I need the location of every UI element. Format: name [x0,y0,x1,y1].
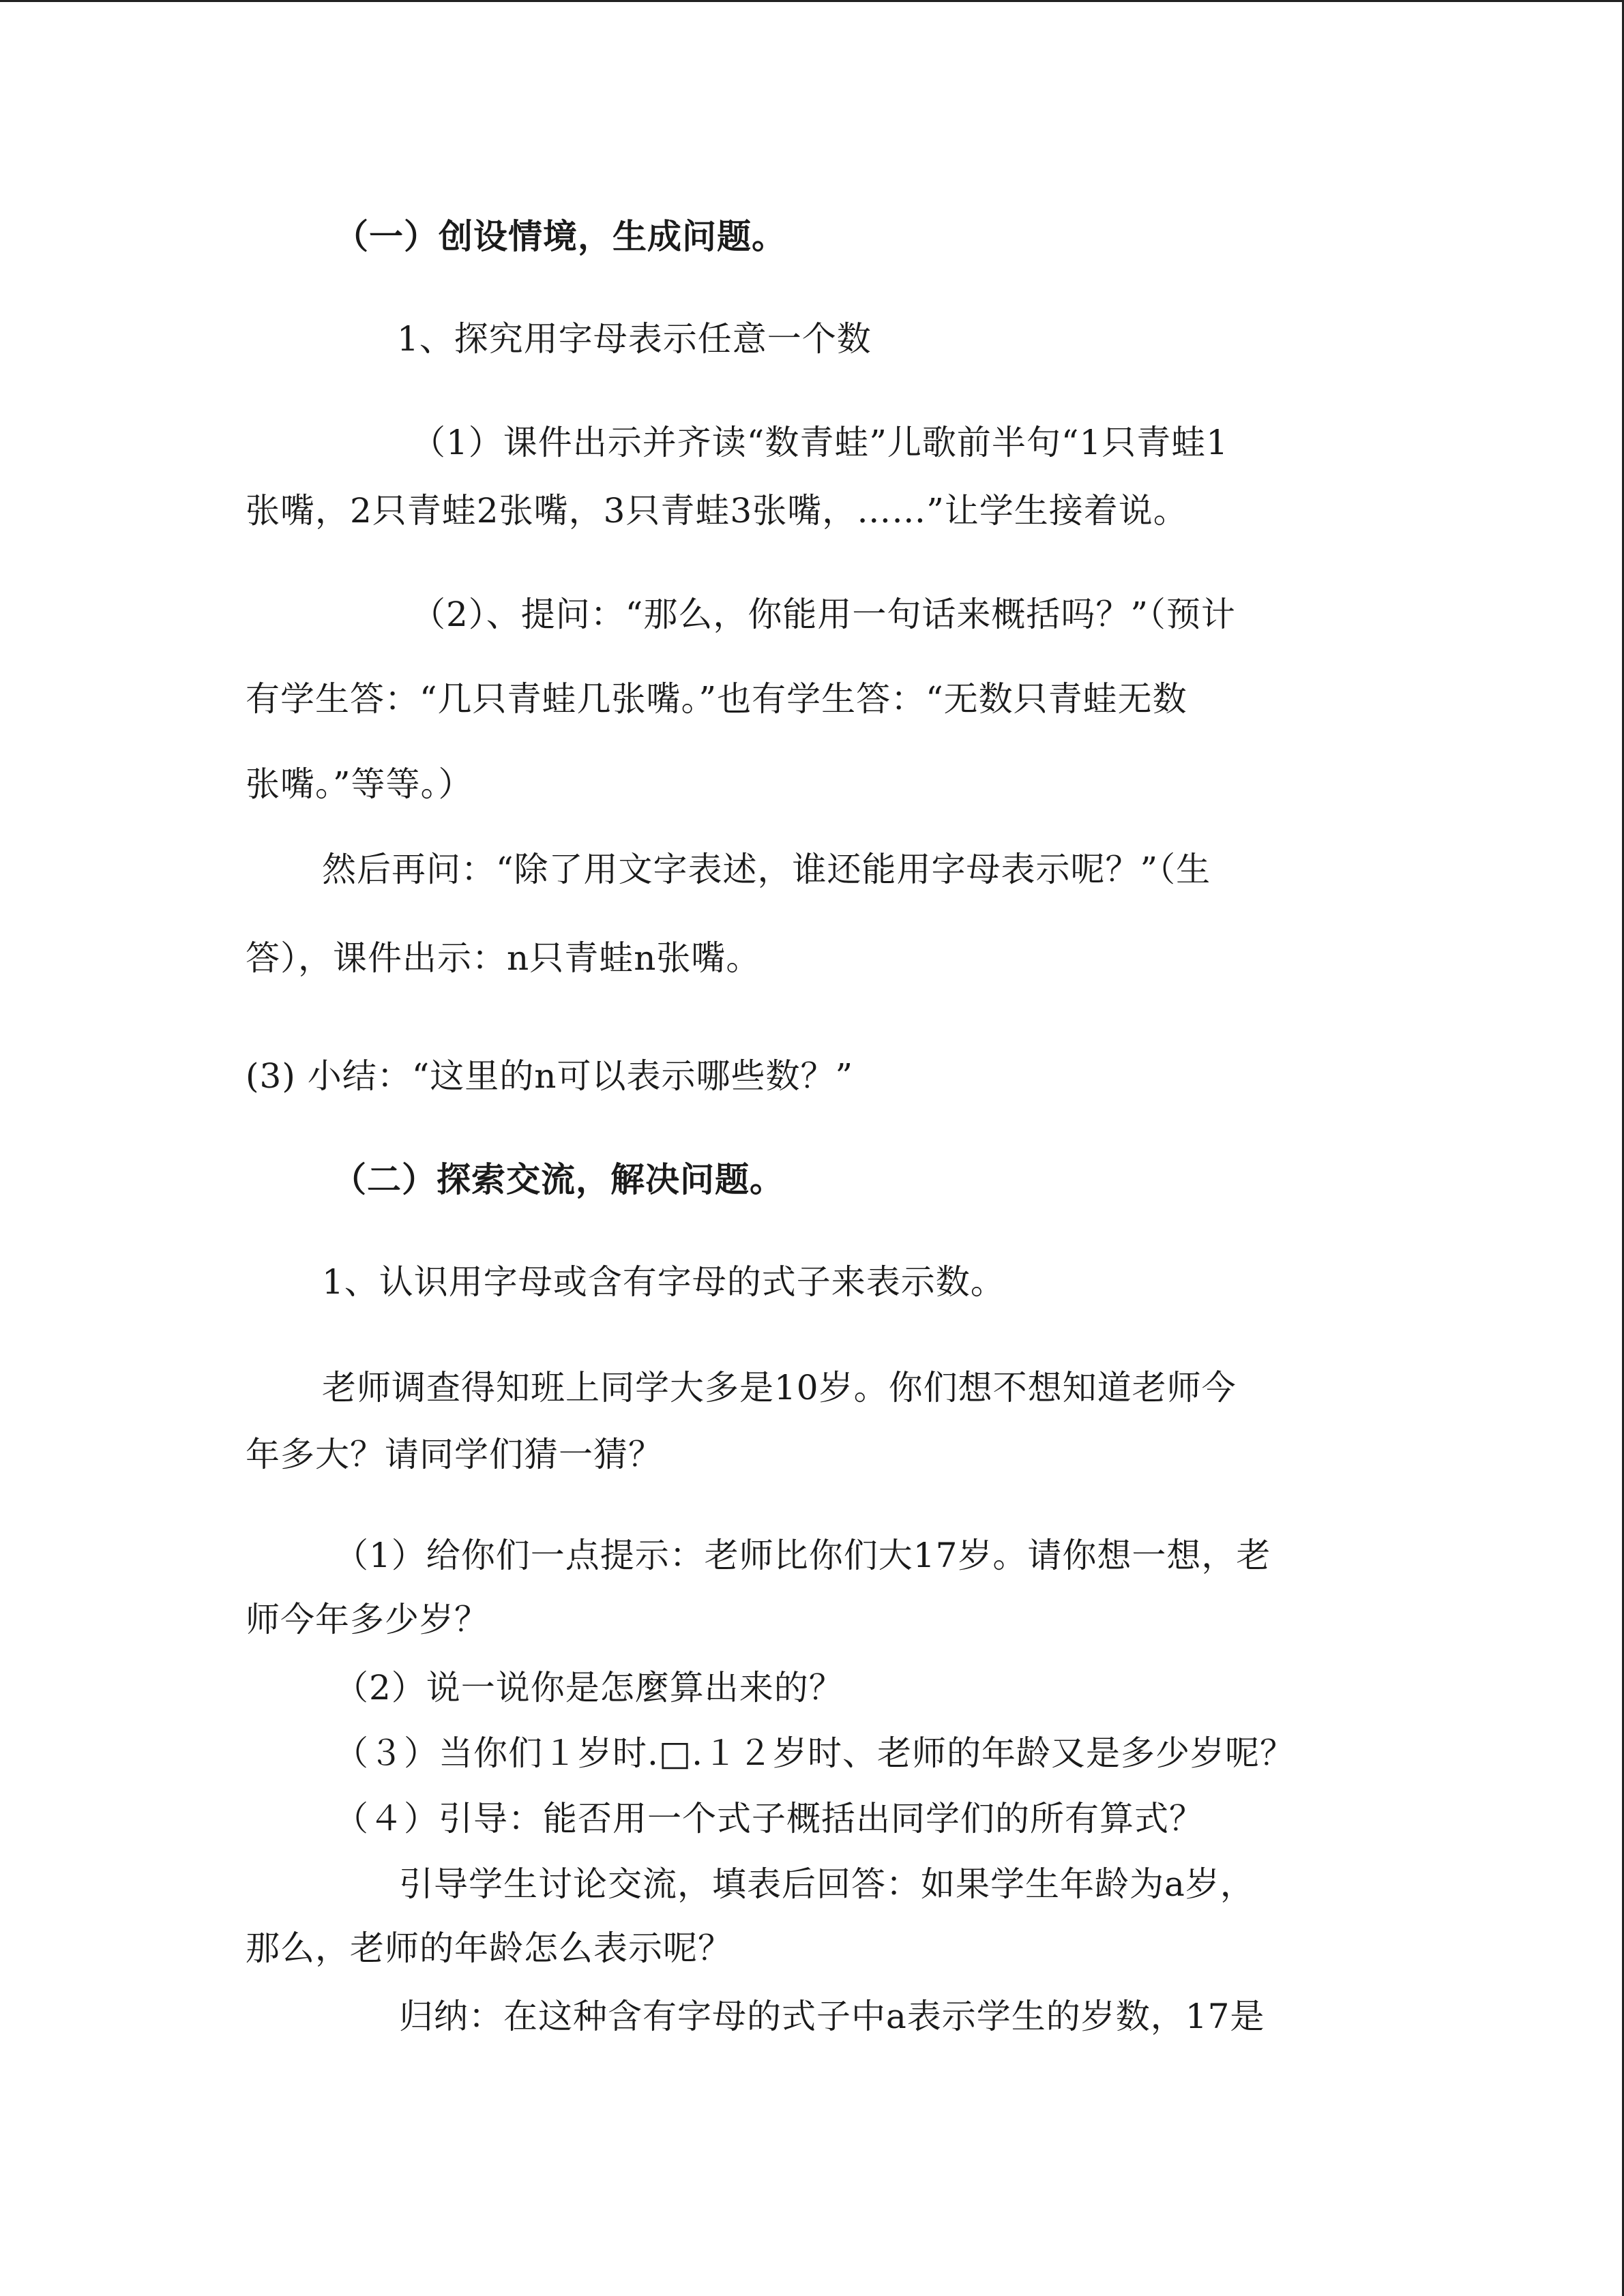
paragraph-line: （４）引导：能否用一个式子概括出同学们的所有算式？ [334,1799,1204,1838]
paragraph-line: 年多大？请同学们猜一猜？ [246,1435,663,1474]
paragraph-line: (3) 小结：“这里的n可以表示哪些数？” [246,1056,854,1096]
paragraph-line: 引导学生讨论交流，填表后回答：如果学生年龄为a岁， [399,1864,1255,1904]
paragraph-line: 师今年多少岁？ [246,1600,489,1639]
paragraph-line: 然后再问：“除了用文字表述，谁还能用字母表示呢？”（生 [322,850,1211,889]
paragraph-line: 答），课件出示：n只青蛙n张嘴。 [246,938,761,978]
paragraph-line: 老师调查得知班上同学大多是10岁。你们想不想知道老师今 [322,1368,1237,1407]
section-heading-2: （二）探索交流，解决问题。 [332,1160,784,1199]
paragraph-line: 张嘴，2只青蛙2张嘴，3只青蛙3张嘴，……”让学生接着说。 [246,491,1188,531]
paragraph-line: （1）给你们一点提示：老师比你们大17岁。请你想一想，老 [334,1536,1271,1575]
page-top-border [0,0,1624,2]
subsection-title-2: 1、认识用字母或含有字母的式子来表示数。 [322,1262,1005,1302]
paragraph-line: （1）课件出示并齐读“数青蛙”儿歌前半句“1只青蛙1 [411,423,1229,462]
paragraph-line: 有学生答：“几只青蛙几张嘴。”也有学生答：“无数只青蛙无数 [246,679,1187,719]
section-heading-1: （一）创设情境，生成问题。 [334,217,786,256]
paragraph-line: （2）说一说你是怎麼算出来的？ [334,1668,844,1708]
paragraph-line: （2）、提问：“那么，你能用一句话来概括吗？”（预计 [411,595,1236,634]
paragraph-line: 那么，老师的年龄怎么表示呢？ [246,1928,733,1968]
paragraph-line: （３）当你们１岁时.□.１２岁时、老师的年龄又是多少岁呢？ [334,1733,1295,1773]
paragraph-line: 张嘴。”等等。） [246,764,473,804]
subsection-title-1: 1、探究用字母表示任意一个数 [397,319,872,359]
paragraph-line: 归纳：在这种含有字母的式子中a表示学生的岁数，17是 [399,1997,1265,2036]
